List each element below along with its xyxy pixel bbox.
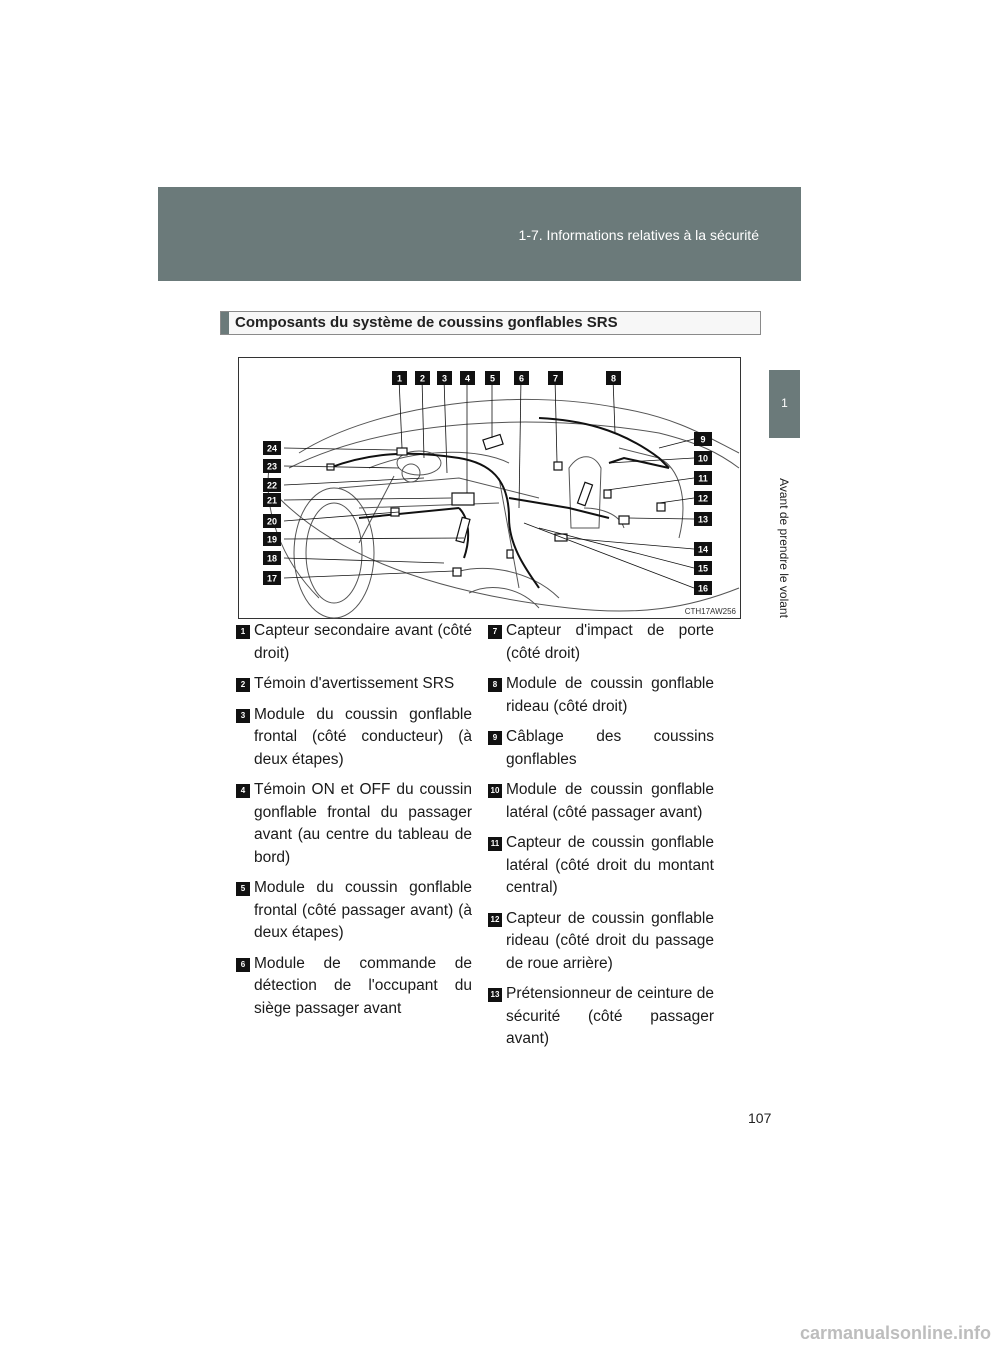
callout-12-label: 12: [697, 493, 709, 504]
list-item: [488, 726, 714, 771]
airbag-components-figure: [238, 357, 741, 619]
callout-6-label: 6: [518, 373, 525, 384]
callout-14-label: 14: [697, 544, 709, 555]
item-number: 4: [236, 784, 250, 798]
callout-17-label: 17: [266, 573, 278, 584]
list-item: [488, 620, 714, 665]
item-description: Prétensionneur de ceinture de sécurité (côté passager avant): [506, 985, 714, 1047]
callout-3-label: 3: [441, 373, 448, 384]
callout-8-label: 8: [610, 373, 617, 384]
watermark: carmanualsonline.info: [800, 1323, 991, 1343]
callout-21-label: 21: [266, 495, 278, 506]
item-number: 5: [236, 882, 250, 896]
header-band: [158, 187, 801, 281]
callout-11-label: 11: [698, 473, 708, 484]
item-number: 12: [488, 913, 502, 927]
item-number: 9: [488, 731, 502, 745]
list-item: [236, 620, 472, 665]
item-description: Module de coussin gonflable rideau (côté droit): [506, 675, 714, 715]
page-number: 107: [748, 1110, 772, 1126]
item-description: Témoin d'avertissement SRS: [254, 675, 455, 692]
chapter-title: Avant de prendre le volant: [777, 478, 791, 618]
list-item: [236, 953, 472, 1021]
callout-16-label: 16: [697, 583, 709, 594]
callout-7-label: 7: [552, 373, 559, 384]
item-number: 6: [236, 958, 250, 972]
list-item: [236, 779, 472, 869]
heading-accent-bar: [221, 312, 229, 334]
item-number: 8: [488, 678, 502, 692]
figure-code: CTH17AW256: [684, 607, 736, 616]
list-item: [488, 983, 714, 1051]
item-number: 13: [488, 988, 502, 1002]
item-description: Témoin ON et OFF du coussin gonflable frontal du passager avant (au centre du tableau de bord): [254, 781, 472, 866]
list-item: [488, 673, 714, 718]
list-item: [488, 908, 714, 976]
item-description: Module de coussin gonflable latéral (côté passager avant): [506, 781, 714, 821]
car-diagram-illustration: [239, 358, 742, 620]
item-number: 1: [236, 625, 250, 639]
callout-4-label: 4: [464, 373, 471, 384]
section-heading: [220, 311, 761, 335]
list-item: [488, 832, 714, 900]
callout-1-label: 1: [396, 373, 403, 384]
callout-19-label: 19: [266, 534, 278, 545]
item-number: 3: [236, 709, 250, 723]
list-item: [488, 779, 714, 824]
item-description: Module du coussin gonflable frontal (côté passager avant) (à deux étapes): [254, 879, 472, 941]
item-description: Capteur de coussin gonflable latéral (côté droit du montant central): [506, 834, 714, 896]
callout-23-label: 23: [266, 461, 278, 472]
item-number: 7: [488, 625, 502, 639]
callout-9-label: 9: [700, 434, 706, 445]
callout-24-label: 24: [266, 443, 278, 454]
item-description: Module de commande de détection de l'occupant du siège passager avant: [254, 954, 472, 1017]
item-description: Module du coussin gonflable frontal (côté conducteur) (à deux étapes): [254, 705, 472, 768]
callout-22-label: 22: [266, 480, 278, 491]
chapter-number: 1: [781, 396, 788, 410]
item-description: Capteur d'impact de porte (côté droit): [506, 622, 714, 662]
callout-2-label: 2: [419, 373, 426, 384]
item-number: 11: [488, 837, 502, 851]
callout-13-label: 13: [697, 514, 709, 525]
callout-15-label: 15: [697, 563, 709, 574]
callout-10-label: 10: [697, 453, 709, 464]
list-item: [236, 877, 472, 945]
list-item: [236, 704, 472, 772]
item-description: Capteur secondaire avant (côté droit): [254, 622, 472, 662]
items-column-right: [488, 620, 714, 1059]
chapter-tab: [769, 370, 800, 438]
item-description: Capteur de coussin gonflable rideau (côté droit du passage de roue arrière): [506, 909, 714, 972]
items-column-left: [236, 620, 472, 1028]
callout-20-label: 20: [266, 516, 278, 527]
callout-18-label: 18: [266, 553, 278, 564]
item-number: 2: [236, 678, 250, 692]
section-breadcrumb: 1-7. Informations relatives à la sécurité: [518, 227, 759, 243]
callout-5-label: 5: [489, 373, 496, 384]
section-heading-text: Composants du système de coussins gonflables SRS: [235, 314, 618, 331]
item-number: 10: [488, 784, 502, 798]
list-item: [236, 673, 472, 696]
item-description: Câblage des coussins gonflables: [506, 728, 714, 768]
